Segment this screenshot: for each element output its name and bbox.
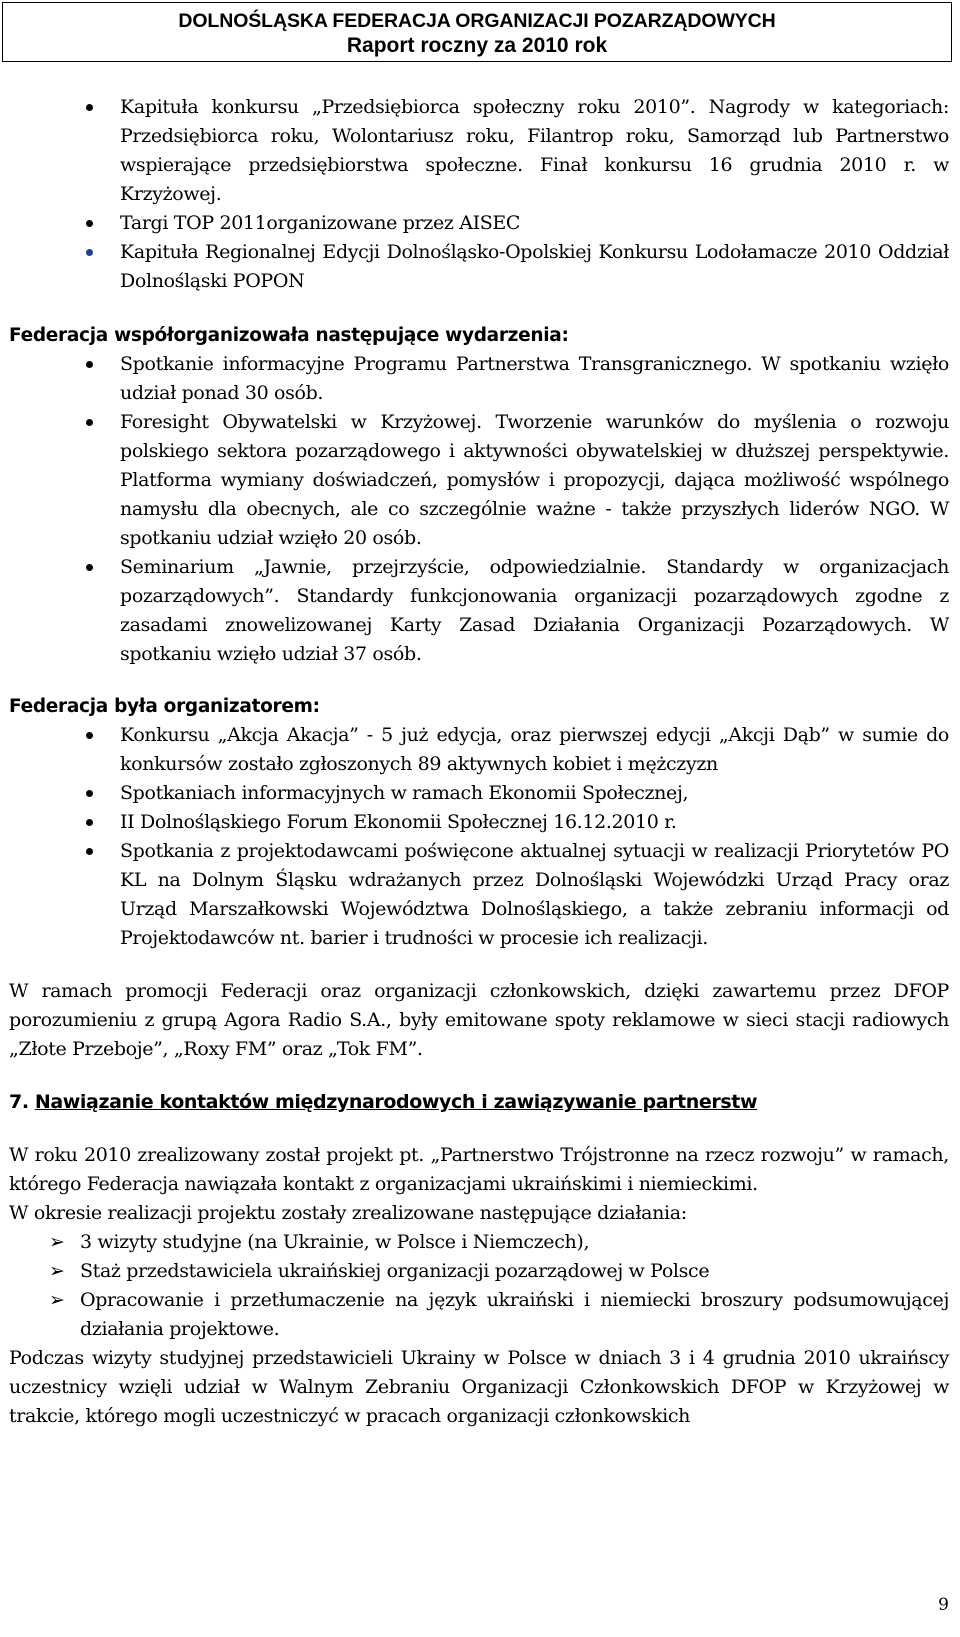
list-item: II Dolnośląskiego Forum Ekonomii Społecznej 16.12.2010 r. [9,808,949,837]
list-item: Kapituła Regionalnej Edycji Dolnośląsko-Opolskiej Konkursu Lodołamacze 2010 Oddział Dolnośląski POPON [9,238,949,296]
list-item: Spotkanie informacyjne Programu Partnerstwa Transgranicznego. W spotkaniu wzięło udział ponad 30 osób. [9,350,949,408]
visit-paragraph: Podczas wizyty studyjnej przedstawicieli Ukrainy w Polsce w dniach 3 i 4 grudnia 2010 ukraińscy uczestnicy wzięli udział w Walnym Zebraniu Organizacji Członkowskich DFOP w Krzyżowej w trakcie, którego mogli uczestniczyć w pracach organizacji członkowskich [9,1347,949,1427]
heading-coorganized: Federacja współorganizowała następujące wydarzenia: [9,325,569,346]
report-title: Raport roczny za 2010 rok [346,34,608,57]
section-number: 7. [9,1091,29,1113]
list-item: Seminarium „Jawnie, przejrzyście, odpowiedzialnie. Standardy w organizacjach pozarządowych”. Standardy funkcjonowania organizacji pozarządowych zgodne z zasadami znowelizowanej Karty Zasad Działania Organizacji Pozarządowych. W spotkaniu wzięło udział 37 osób. [9,553,949,669]
bullet-list-committees [9,93,949,296]
arrow-list-activities [9,1228,949,1344]
list-item: ➢ Staż przedstawiciela ukraińskiej organizacji pozarządowej w Polsce [9,1257,949,1286]
organization-name: DOLNOŚLĄSKA FEDERACJA ORGANIZACJI POZARZĄDOWYCH [178,10,776,32]
project-paragraph: W roku 2010 zrealizowany został projekt pt. „Partnerstwo Trójstronne na rzecz rozwoju” w ramach, którego Federacja nawiązała kontakt z organizacjami ukraińskimi i niemieckimi. [9,1144,949,1195]
list-item: Targi TOP 2011organizowane przez AISEC [9,209,949,238]
bullet-list-coorganized [9,350,949,669]
promotion-paragraph: W ramach promocji Federacji oraz organizacji członkowskich, dzięki zawartemu przez DFOP porozumieniu z grupą Agora Radio S.A., były emitowane spoty reklamowe w sieci stacji radiowych „Złote Przeboje”, „Roxy FM” oraz „Tok FM”. [9,980,949,1060]
activities-intro: W okresie realizacji projektu zostały zrealizowane następujące działania: [9,1202,687,1224]
document-header [2,2,952,62]
page-content [9,93,949,1431]
list-item: Foresight Obywatelski w Krzyżowej. Tworzenie warunków do myślenia o rozwoju polskiego sektora pozarządowego i aktywności obywatelskiej w dłuższej perspektywie. Platforma wymiany doświadczeń, pomysłów i propozycji, dająca możliwość wspólnego namysłu dla obecnych, ale co szczególnie ważne - także przyszłych liderów NGO. W spotkaniu udział wzięło 20 osób. [9,408,949,553]
list-item: ➢ Opracowanie i przetłumaczenie na język ukraiński i niemiecki broszury podsumowującej działania projektowe. [9,1286,949,1344]
bullet-list-organized [9,721,949,953]
list-item: Kapituła konkursu „Przedsiębiorca społeczny roku 2010”. Nagrody w kategoriach: Przedsiębiorca roku, Wolontariusz roku, Filantrop roku, Samorząd lub Partnerstwo wspierające przedsiębiorstwa społeczne. Finał konkursu 16 grudnia 2010 r. w Krzyżowej. [9,93,949,209]
list-item: Spotkaniach informacyjnych w ramach Ekonomii Społecznej, [9,779,949,808]
section-7-heading [9,1088,949,1117]
section-title: Nawiązanie kontaktów międzynarodowych i zawiązywanie partnerstw [34,1091,758,1113]
page-number: 9 [938,1595,949,1615]
heading-organizer: Federacja była organizatorem: [9,696,320,717]
list-item: Spotkania z projektodawcami poświęcone aktualnej sytuacji w realizacji Priorytetów PO KL na Dolnym Śląsku wdrażanych przez Dolnośląski Wojewódzki Urząd Pracy oraz Urząd Marszałkowski Województwa Dolnośląskiego, a także zebraniu informacji od Projektodawców nt. barier i trudności w procesie ich realizacji. [9,837,949,953]
list-item: ➢ 3 wizyty studyjne (na Ukrainie, w Polsce i Niemczech), [9,1228,949,1257]
list-item: Konkursu „Akcja Akacja” - 5 już edycja, oraz pierwszej edycji „Akcji Dąb” w sumie do konkursów zostało zgłoszonych 89 aktywnych kobiet i mężczyzn [9,721,949,779]
